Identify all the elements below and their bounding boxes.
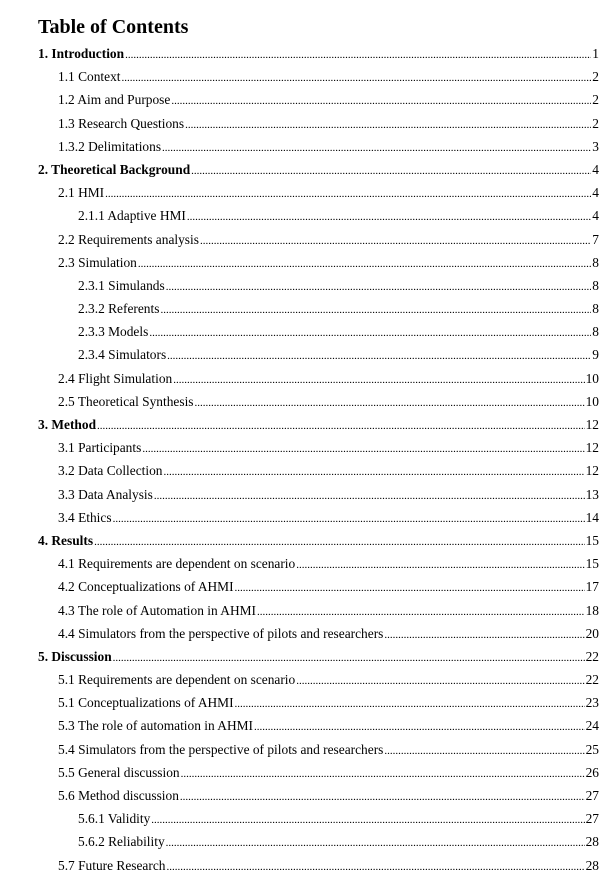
toc-entry-page-number: 28	[585, 857, 599, 873]
toc-entry-page-number: 18	[585, 602, 599, 618]
dot-leader	[180, 784, 585, 807]
toc-entry[interactable]	[38, 830, 599, 853]
dot-leader	[162, 135, 591, 158]
toc-entry[interactable]	[38, 854, 599, 877]
toc-entry-page-number: 8	[592, 277, 599, 293]
toc-entry[interactable]	[38, 112, 599, 135]
dot-leader	[185, 112, 591, 135]
toc-entry-page-number: 2	[592, 92, 599, 108]
toc-entry-label: 2.3.3 Models	[78, 324, 149, 340]
toc-entry[interactable]	[38, 158, 599, 181]
toc-entry[interactable]	[38, 761, 599, 784]
toc-entry-label: 4.3 The role of Automation in AHMI	[58, 602, 256, 618]
dot-leader	[257, 599, 585, 622]
toc-entry-label: 4.4 Simulators from the perspective of pilots and researchers	[58, 625, 384, 641]
toc-entry[interactable]	[38, 807, 599, 830]
toc-entry[interactable]	[38, 714, 599, 737]
dot-leader	[166, 274, 592, 297]
toc-entry-label: 4.1 Requirements are dependent on scenario	[58, 556, 296, 572]
toc-entry-page-number: 27	[585, 811, 599, 827]
toc-entry-label: 1. Introduction	[38, 46, 125, 61]
toc-entry[interactable]	[38, 42, 599, 65]
toc-entry-page-number: 22	[585, 648, 599, 664]
toc-entry-page-number: 10	[585, 393, 599, 409]
dot-leader	[105, 181, 591, 204]
toc-entry-label: 5.7 Future Research	[58, 857, 166, 873]
toc-entry-label: 2.5 Theoretical Synthesis	[58, 393, 194, 409]
toc-entry[interactable]	[38, 599, 599, 622]
page-title: Table of Contents	[38, 16, 189, 38]
dot-leader	[384, 738, 584, 761]
toc-entry-page-number: 8	[592, 254, 599, 270]
toc-entry-page-number: 12	[585, 417, 599, 432]
dot-leader	[254, 714, 585, 737]
toc-entry-label: 1.3.2 Delimitations	[58, 138, 162, 154]
toc-entry[interactable]	[38, 251, 599, 274]
dot-leader	[166, 830, 585, 853]
toc-entry-page-number: 12	[585, 463, 599, 479]
toc-entry-page-number: 13	[585, 486, 599, 502]
toc-entry[interactable]	[38, 204, 599, 227]
toc-entry-page-number: 22	[585, 672, 599, 688]
toc-entry-label: 3.1 Participants	[58, 440, 142, 456]
toc-entry-page-number: 4	[592, 208, 599, 224]
dot-leader	[138, 251, 591, 274]
toc-entry-label: 5.6 Method discussion	[58, 788, 179, 803]
dot-leader	[384, 622, 584, 645]
toc-entry[interactable]	[38, 413, 599, 436]
toc-entry-page-number: 10	[585, 370, 599, 386]
dot-leader	[142, 436, 584, 459]
toc-entry-page-number: 1	[592, 46, 599, 61]
toc-entry-page-number: 3	[592, 138, 599, 154]
toc-entry[interactable]	[38, 436, 599, 459]
toc-entry-label: 2.4 Flight Simulation	[58, 370, 173, 386]
toc-entry-label: 1.3 Research Questions	[58, 115, 185, 131]
toc-entry-label: 5.4 Simulators from the perspective of pilots and researchers	[58, 741, 384, 757]
toc-entry-page-number: 23	[585, 695, 599, 711]
toc-entry-label: 5.5 General discussion	[58, 764, 180, 780]
dot-leader	[235, 691, 585, 714]
toc-entry[interactable]	[38, 691, 599, 714]
toc-entry-page-number: 2	[592, 69, 599, 85]
dot-leader	[173, 367, 584, 390]
toc-entry-page-number: 14	[585, 509, 599, 525]
toc-entry[interactable]	[38, 483, 599, 506]
dot-leader	[171, 88, 591, 111]
toc-entry[interactable]	[38, 784, 599, 807]
toc-entry-label: 4. Results	[38, 532, 94, 548]
toc-entry-label: 5.1 Conceptualizations of AHMI	[58, 695, 234, 711]
dot-leader	[195, 390, 585, 413]
toc-entry[interactable]	[38, 65, 599, 88]
toc-entry-page-number: 27	[585, 788, 599, 803]
toc-entry[interactable]	[38, 297, 599, 320]
toc-entry-label: 1.2 Aim and Purpose	[58, 92, 171, 108]
toc-entry-label: 3.4 Ethics	[58, 509, 112, 525]
toc-entry[interactable]	[38, 529, 599, 552]
toc-entry-page-number: 4	[592, 161, 599, 177]
toc-entry[interactable]	[38, 367, 599, 390]
toc-list	[38, 42, 599, 877]
dot-leader	[296, 668, 584, 691]
toc-page	[38, 14, 599, 877]
toc-entry-label: 2.3 Simulation	[58, 254, 137, 270]
toc-entry-page-number: 24	[585, 718, 599, 734]
toc-entry-page-number: 12	[585, 440, 599, 456]
toc-entry-label: 2.2 Requirements analysis	[58, 231, 199, 247]
toc-entry-label: 3. Method	[38, 417, 97, 432]
dot-leader	[164, 459, 585, 482]
toc-entry[interactable]	[38, 88, 599, 111]
toc-entry-page-number: 28	[585, 834, 599, 850]
toc-entry-page-number: 7	[592, 231, 599, 247]
toc-entry-label: 2.1 HMI	[58, 185, 105, 201]
dot-leader	[151, 807, 584, 830]
toc-entry-page-number: 9	[592, 347, 599, 363]
dot-leader	[113, 506, 585, 529]
toc-entry-page-number: 8	[592, 324, 599, 340]
toc-entry[interactable]	[38, 575, 599, 598]
toc-entry-page-number: 17	[585, 579, 599, 595]
toc-entry-page-number: 20	[585, 625, 599, 641]
toc-entry[interactable]	[38, 320, 599, 343]
toc-entry[interactable]	[38, 738, 599, 761]
toc-entry[interactable]	[38, 668, 599, 691]
toc-entry[interactable]	[38, 506, 599, 529]
toc-entry[interactable]	[38, 228, 599, 251]
dot-leader	[94, 529, 585, 552]
toc-entry[interactable]	[38, 181, 599, 204]
toc-entry-page-number: 25	[585, 741, 599, 757]
dot-leader	[125, 42, 591, 65]
toc-entry-label: 2.3.1 Simulands	[78, 277, 165, 293]
toc-entry-page-number: 8	[592, 301, 599, 317]
dot-leader	[187, 204, 591, 227]
dot-leader	[154, 483, 585, 506]
dot-leader	[200, 228, 591, 251]
toc-entry-label: 5.3 The role of automation in AHMI	[58, 718, 254, 734]
toc-entry-page-number: 26	[585, 764, 599, 780]
toc-entry-label: 2.1.1 Adaptive HMI	[78, 208, 186, 224]
toc-entry-label: 5.6.2 Reliability	[78, 834, 165, 850]
toc-entry-page-number: 15	[585, 532, 599, 548]
toc-entry-page-number: 4	[592, 185, 599, 201]
toc-entry[interactable]	[38, 390, 599, 413]
toc-entry-label: 3.2 Data Collection	[58, 463, 163, 479]
toc-entry[interactable]	[38, 343, 599, 366]
dot-leader	[149, 320, 591, 343]
toc-entry-label: 2.3.4 Simulators	[78, 347, 167, 363]
dot-leader	[113, 645, 585, 668]
toc-entry[interactable]	[38, 459, 599, 482]
toc-entry[interactable]	[38, 135, 599, 158]
dot-leader	[166, 854, 584, 877]
toc-entry-label: 3.3 Data Analysis	[58, 486, 153, 502]
dot-leader	[191, 158, 591, 181]
toc-entry-label: 5.6.1 Validity	[78, 811, 151, 827]
toc-entry-label: 4.2 Conceptualizations of AHMI	[58, 579, 234, 595]
toc-entry[interactable]	[38, 622, 599, 645]
dot-leader	[235, 575, 585, 598]
dot-leader	[160, 297, 591, 320]
toc-entry[interactable]	[38, 645, 599, 668]
dot-leader	[122, 65, 592, 88]
toc-entry-label: 5.1 Requirements are dependent on scenario	[58, 672, 296, 688]
toc-entry-label: 1.1 Context	[58, 69, 121, 85]
dot-leader	[167, 343, 591, 366]
toc-entry-label: 2. Theoretical Background	[38, 161, 191, 177]
toc-entry[interactable]	[38, 552, 599, 575]
toc-entry[interactable]	[38, 274, 599, 297]
toc-entry-label: 2.3.2 Referents	[78, 301, 160, 317]
toc-entry-page-number: 15	[585, 556, 599, 572]
toc-entry-label: 5. Discussion	[38, 648, 112, 664]
dot-leader	[97, 413, 585, 436]
dot-leader	[296, 552, 584, 575]
toc-entry-page-number: 2	[592, 115, 599, 131]
dot-leader	[181, 761, 585, 784]
